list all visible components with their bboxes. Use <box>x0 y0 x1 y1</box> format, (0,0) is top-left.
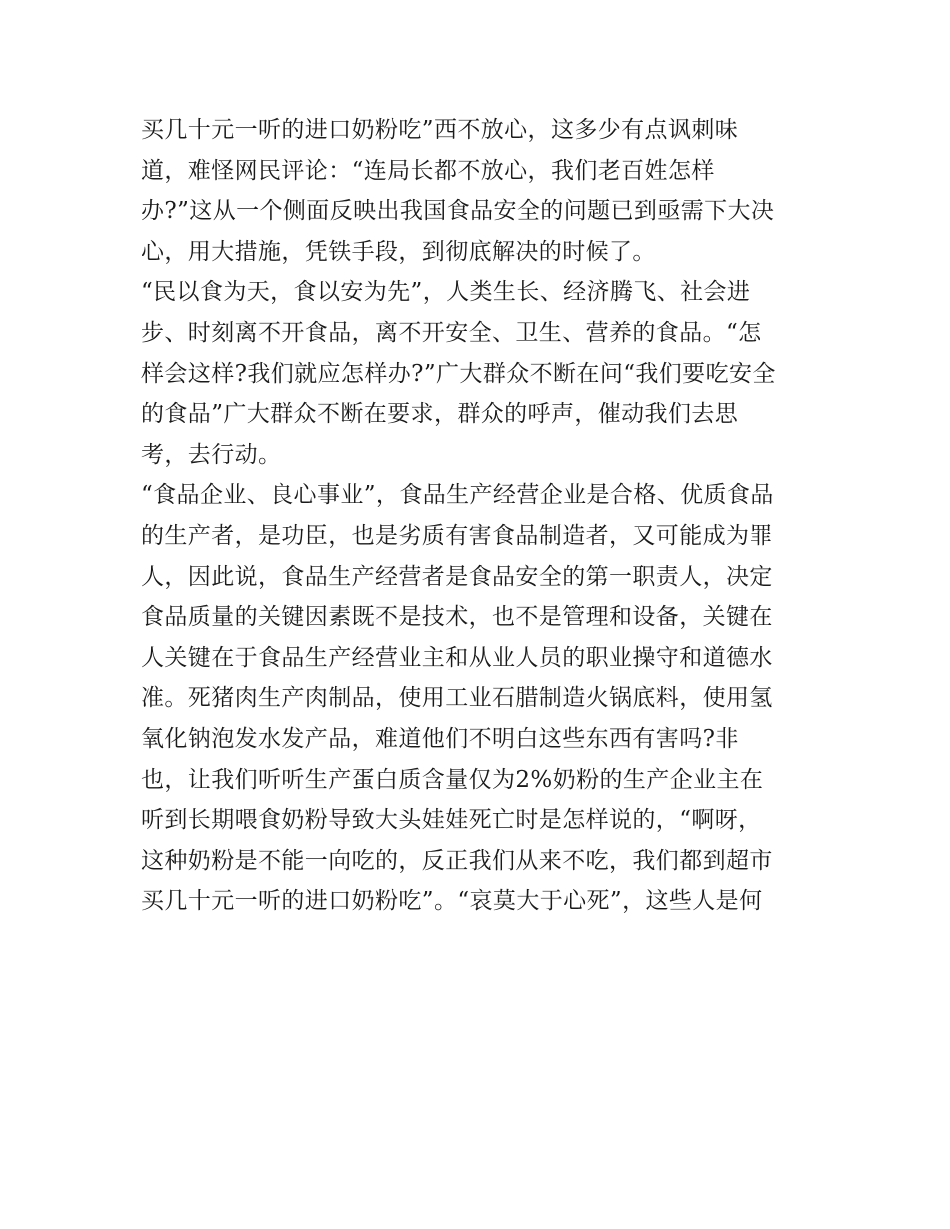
text-line: 步、时刻离不开食品，离不开安全、卫生、营养的食品。“怎 <box>141 319 762 346</box>
text-line: 也，让我们听听生产蛋白质含量仅为2%奶粉的生产企业主在 <box>141 766 764 793</box>
text-line: 的食品”广大群众不断在要求，群众的呼声，催动我们去思 <box>141 401 739 428</box>
text-line: 准。死猪肉生产肉制品，使用工业石腊制造火锅底料，使用氢 <box>141 685 773 712</box>
text-line: 人关键在于食品生产经营业主和从业人员的职业操守和道德水 <box>141 644 773 671</box>
text-line: 样会这样?我们就应怎样办?”广大群众不断在问“我们要吃安全 <box>141 360 776 387</box>
text-line: “食品企业、良心事业”，食品生产经营企业是合格、优质食品 <box>141 482 774 509</box>
text-line: 食品质量的关键因素既不是技术，也不是管理和设备，关键在 <box>141 604 773 631</box>
text-line: 心，用大措施，凭铁手段，到彻底解决的时候了。 <box>141 238 656 265</box>
text-line: 办?”这从一个侧面反映出我国食品安全的问题已到亟需下大决 <box>141 198 775 225</box>
text-line: 道，难怪网民评论：“连局长都不放心，我们老百姓怎样 <box>141 157 715 184</box>
text-line: 这种奶粉是不能一向吃的，反正我们从来不吃，我们都到超市 <box>141 847 773 874</box>
text-line: 买几十元一听的进口奶粉吃”西不放心，这多少有点讽刺味 <box>141 117 739 143</box>
text-line: 人，因此说，食品生产经营者是食品安全的第一职责人，决定 <box>141 563 773 590</box>
text-line: 氧化钠泡发水发产品，难道他们不明白这些东西有害吗?非 <box>141 725 739 752</box>
text-line: 听到长期喂食奶粉导致大头娃娃死亡时是怎样说的，“啊呀， <box>141 807 762 834</box>
text-line: “民以食为天，食以安为先”，人类生长、经济腾飞、社会进 <box>141 279 751 306</box>
body-text <box>141 110 821 922</box>
text-line: 的生产者，是功臣，也是劣质有害食品制造者，又可能成为罪 <box>141 522 773 549</box>
text-line: 考，去行动。 <box>141 441 282 468</box>
text-line: 买几十元一听的进口奶粉吃”。“哀莫大于心死”，这些人是何 <box>141 888 763 915</box>
